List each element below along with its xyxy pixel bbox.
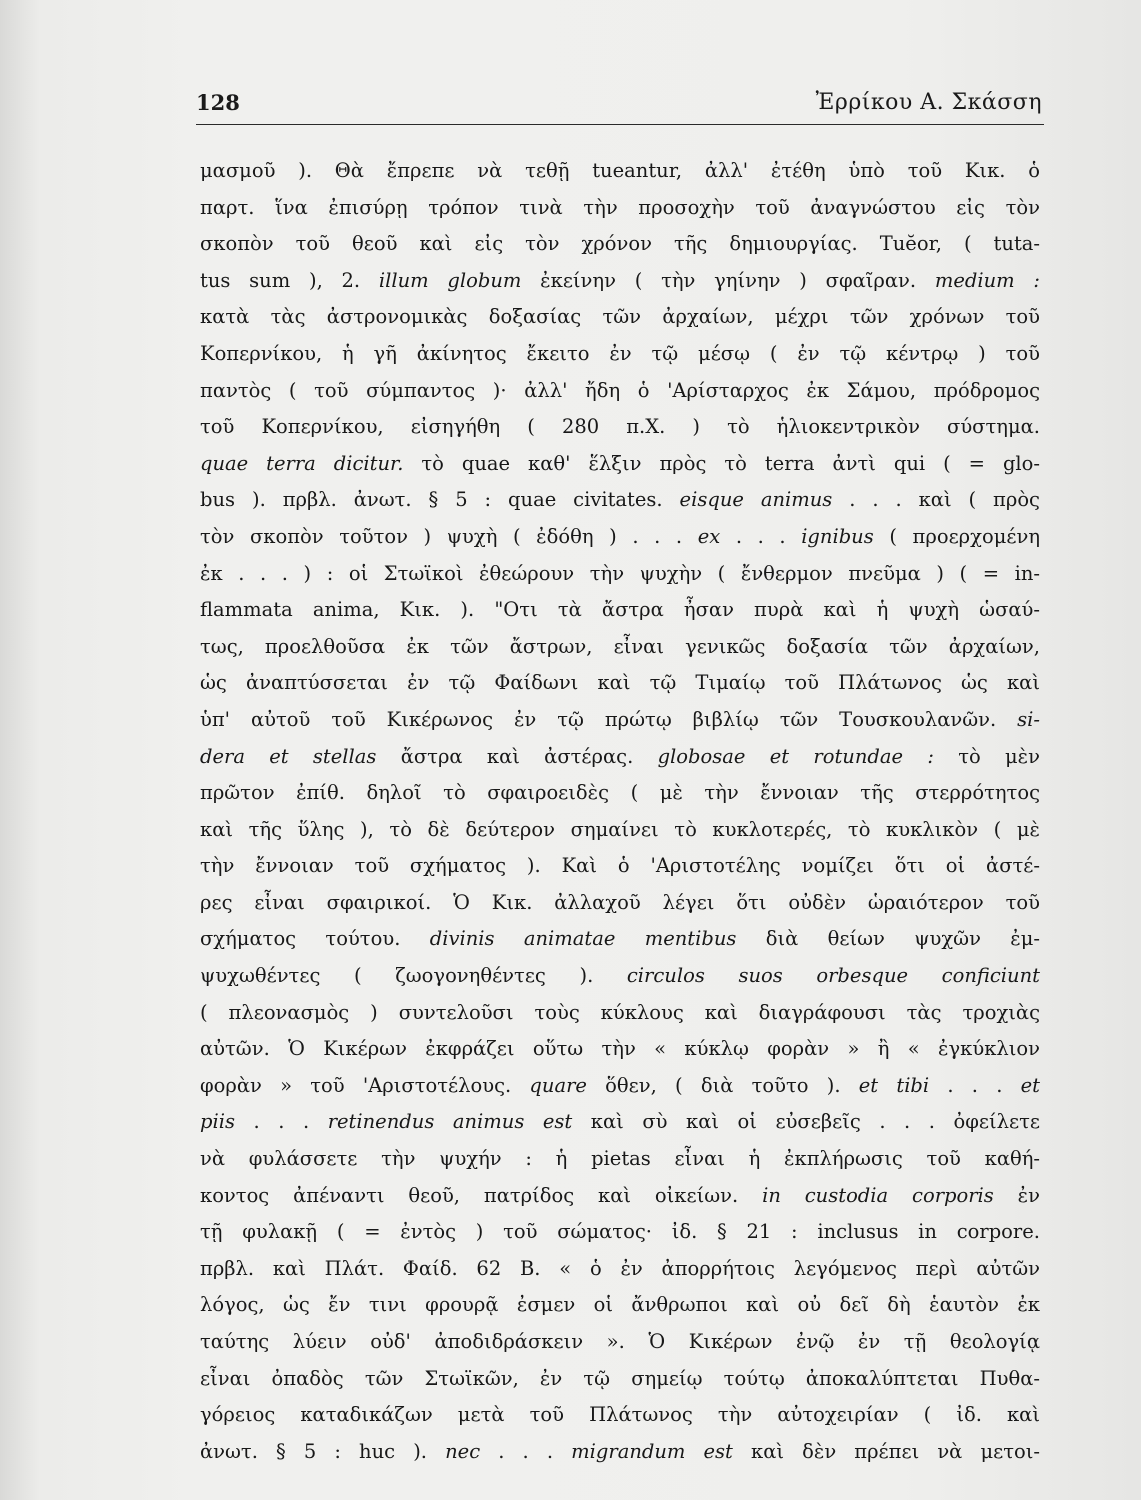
text-line: dera et stellas ἄστρα καὶ ἀστέρας. globosae et rotundae : τὸ μὲν — [200, 744, 1040, 768]
text-line: ἀνωτ. § 5 : huc ). nec . . . migrandum est καὶ δὲν πρέπει νὰ μετοι- — [200, 1439, 1040, 1463]
text-line: νὰ φυλάσσετε τὴν ψυχήν : ἡ pietas εἶναι ἡ ἐκπλήρωσις τοῦ καθή- — [200, 1147, 1040, 1171]
text-line: παντὸς ( τοῦ σύμπαντος )· ἀλλ' ἤδη ὁ 'Αρίσταρχος ἐκ Σάμου, πρόδρομος — [200, 378, 1040, 402]
text-line: φορὰν » τοῦ 'Αριστοτέλους. quare ὅθεν, ( διὰ τοῦτο ). et tibi . . . et — [200, 1073, 1040, 1097]
commentary-text — [200, 153, 1040, 1470]
text-line: ( πλεονασμὸς ) συντελοῦσι τοὺς κύκλους καὶ διαγράφουσι τὰς τροχιὰς — [200, 1000, 1040, 1024]
text-line: παρτ. ἵνα ἐπισύρῃ τρόπον τινὰ τὴν προσοχὴν τοῦ ἀναγνώστου εἰς τὸν — [200, 195, 1040, 219]
text-line: σχήματος τούτου. divinis animatae mentibus διὰ θείων ψυχῶν ἐμ- — [200, 927, 1040, 951]
text-line: τῇ φυλακῇ ( = ἐντὸς ) τοῦ σώματος· ἰδ. § 21 : inclusus in corpore. — [200, 1220, 1040, 1244]
text-line: αὐτῶν. Ὁ Κικέρων ἐκφράζει οὕτω τὴν « κύκλῳ φορὰν » ἢ « ἐγκύκλιον — [200, 1037, 1040, 1061]
text-line: πρβλ. καὶ Πλάτ. Φαίδ. 62 Β. « ὁ ἐν ἀπορρήτοις λεγόμενος περὶ αὐτῶν — [200, 1256, 1040, 1280]
text-line: λόγος, ὡς ἔν τινι φρουρᾷ ἐσμεν οἱ ἄνθρωποι καὶ οὐ δεῖ δὴ ἑαυτὸν ἐκ — [200, 1293, 1040, 1317]
header-rule — [196, 124, 1044, 125]
text-line: τὸν σκοπὸν τοῦτον ) ψυχὴ ( ἐδόθη ) . . . ex . . . ignibus ( προερχομένη — [200, 524, 1040, 548]
text-line: bus ). πρβλ. ἀνωτ. § 5 : quae civitates. eisque animus . . . καὶ ( πρὸς — [200, 488, 1040, 512]
text-line: κατὰ τὰς ἀστρονομικὰς δοξασίας τῶν ἀρχαίων, μέχρι τῶν χρόνων τοῦ — [200, 305, 1040, 329]
text-line: tus sum ), 2. illum globum ἐκείνην ( τὴν γηίνην ) σφαῖραν. medium : — [200, 268, 1040, 292]
text-line: ρες εἶναι σφαιρικοί. Ὁ Κικ. ἀλλαχοῦ λέγει ὅτι οὐδὲν ὡραιότερον τοῦ — [200, 890, 1040, 914]
text-line: ἐκ . . . ) : οἱ Στωϊκοὶ ἐθεώρουν τὴν ψυχὴν ( ἔνθερμον πνεῦμα ) ( = in- — [200, 561, 1040, 585]
text-line: γόρειος καταδικάζων μετὰ τοῦ Πλάτωνος τὴν αὐτοχειρίαν ( ἰδ. καὶ — [200, 1403, 1040, 1427]
text-line: τοῦ Κοπερνίκου, εἰσηγήθη ( 280 π.Χ. ) τὸ ἡλιοκεντρικὸν σύστημα. — [200, 415, 1040, 439]
page-number: 128 — [196, 90, 240, 115]
text-line: ὡς ἀναπτύσσεται ἐν τῷ Φαίδωνι καὶ τῷ Τιμαίῳ τοῦ Πλάτωνος ὡς καὶ — [200, 671, 1040, 695]
page-header — [196, 84, 1044, 124]
text-line: πρῶτον ἐπίθ. δηλοῖ τὸ σφαιροειδὲς ( μὲ τὴν ἔννοιαν τῆς στερρότητος — [200, 781, 1040, 805]
text-line: ψυχωθέντες ( ζωογονηθέντες ). circulos suos orbesque conficiunt — [200, 964, 1040, 988]
text-line: σκοπὸν τοῦ θεοῦ καὶ εἰς τὸν χρόνον τῆς δημιουργίας. Tuĕor, ( tuta- — [200, 232, 1040, 256]
text-line: μασμοῦ ). Θὰ ἔπρεπε νὰ τεθῇ tueantur, ἀλλ' ἐτέθη ὑπὸ τοῦ Κικ. ὁ — [200, 159, 1040, 182]
text-line: flammata anima, Κικ. ). "Οτι τὰ ἄστρα ἦσαν πυρὰ καὶ ἡ ψυχὴ ὡσαύ- — [200, 598, 1040, 622]
text-line: ὑπ' αὐτοῦ τοῦ Κικέρωνος ἐν τῷ πρώτῳ βιβλίῳ τῶν Τουσκουλανῶν. si- — [200, 707, 1040, 731]
text-line: εἶναι ὀπαδὸς τῶν Στωϊκῶν, ἐν τῷ σημείῳ τούτῳ ἀποκαλύπτεται Πυθα- — [200, 1366, 1040, 1390]
text-line: ταύτης λύειν οὐδ' ἀποδιδράσκειν ». Ὁ Κικέρων ἐνῷ ἐν τῇ θεολογίᾳ — [200, 1330, 1040, 1353]
text-line: τως, προελθοῦσα ἐκ τῶν ἄστρων, εἶναι γενικῶς δοξασία τῶν ἀρχαίων, — [200, 634, 1040, 658]
text-line: κοντος ἀπέναντι θεοῦ, πατρίδος καὶ οἰκείων. in custodia corporis ἐν — [200, 1183, 1040, 1207]
text-line: τὴν ἔννοιαν τοῦ σχήματος ). Καὶ ὁ 'Αριστοτέλης νομίζει ὅτι οἱ ἀστέ- — [200, 854, 1040, 878]
text-line: καὶ τῆς ὕλης ), τὸ δὲ δεύτερον σημαίνει τὸ κυκλοτερές, τὸ κυκλικὸν ( μὲ — [200, 817, 1040, 841]
text-line: piis . . . retinendus animus est καὶ σὺ καὶ οἱ εὐσεβεῖς . . . ὀφείλετε — [200, 1110, 1040, 1134]
text-line: quae terra dicitur. τὸ quae καθ' ἕλξιν πρὸς τὸ terra ἀντὶ qui ( = glo- — [200, 451, 1040, 475]
running-head: Ἐρρίκου Α. Σκάσση — [815, 90, 1042, 115]
text-line: Κοπερνίκου, ἡ γῆ ἀκίνητος ἔκειτο ἐν τῷ μέσῳ ( ἐν τῷ κέντρῳ ) τοῦ — [200, 341, 1040, 365]
